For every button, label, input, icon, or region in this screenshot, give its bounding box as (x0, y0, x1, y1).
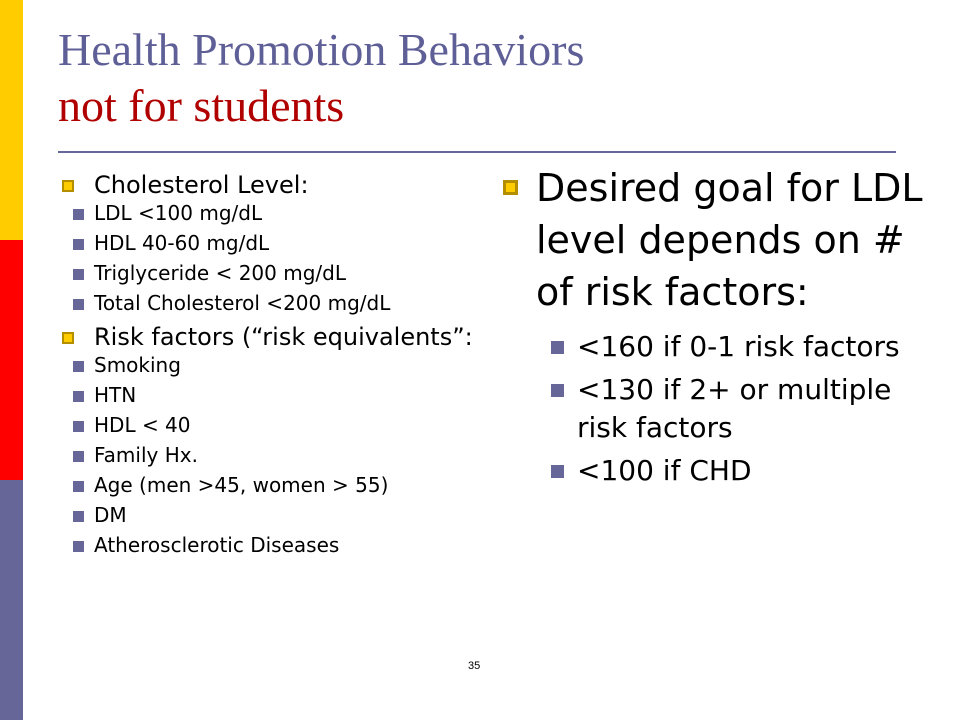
list-item: Age (men >45, women > 55) (62, 475, 492, 496)
bullet-cholesterol (62, 172, 492, 314)
accent-bar-red (0, 240, 23, 480)
bullet-square-icon (73, 361, 84, 372)
bullet-square-icon (73, 269, 84, 280)
list-item: Family Hx. (62, 445, 492, 466)
cholesterol-sublist (62, 203, 492, 314)
bullet-label: Risk factors (“risk equivalents”: (94, 323, 473, 351)
list-item: <160 if 0-1 risk factors (503, 328, 923, 366)
accent-bar-yellow (0, 0, 23, 240)
list-item: Atherosclerotic Diseases (62, 535, 492, 556)
list-item: Total Cholesterol <200 mg/dL (62, 293, 492, 314)
bullet-square-icon (73, 239, 84, 250)
bullet-square-icon (73, 421, 84, 432)
list-item: HDL 40-60 mg/dL (62, 233, 492, 254)
bullet-square-icon (551, 341, 564, 354)
bullet-square-icon (73, 511, 84, 522)
list-item: LDL <100 mg/dL (62, 203, 492, 224)
bullet-label: Cholesterol Level: (94, 171, 309, 199)
bullet-square-icon (503, 180, 518, 195)
ldl-goal-heading-text: Desired goal for LDL level depends on # of risk factors: (536, 166, 923, 314)
accent-bar-blue (0, 480, 23, 720)
bullet-square-icon (551, 384, 564, 397)
slide-title-line2: not for students (58, 80, 345, 131)
risk-factors-sublist (62, 355, 492, 556)
title-divider (58, 151, 896, 153)
bullet-square-icon (73, 481, 84, 492)
bullet-square-icon (73, 391, 84, 402)
bullet-square-icon (62, 180, 74, 192)
list-item: <130 if 2+ or multiple risk factors (503, 371, 923, 447)
left-column (62, 172, 492, 566)
left-bullet-list (62, 172, 492, 556)
bullet-square-icon (551, 465, 564, 478)
slide-title-line1: Health Promotion Behaviors (58, 24, 585, 75)
bullet-square-icon (73, 451, 84, 462)
ldl-goal-sublist (503, 328, 923, 490)
list-item: DM (62, 505, 492, 526)
list-item: <100 if CHD (503, 452, 923, 490)
list-item: Smoking (62, 355, 492, 376)
bullet-risk-factors (62, 324, 492, 556)
list-item: Triglyceride < 200 mg/dL (62, 263, 492, 284)
bullet-square-icon (73, 299, 84, 310)
bullet-square-icon (73, 541, 84, 552)
slide-title (58, 22, 584, 134)
bullet-square-icon (62, 332, 74, 344)
right-column (503, 162, 923, 495)
ldl-goal-heading (503, 162, 923, 318)
list-item: HTN (62, 385, 492, 406)
list-item: HDL < 40 (62, 415, 492, 436)
page-number: 35 (468, 660, 481, 672)
bullet-square-icon (73, 209, 84, 220)
